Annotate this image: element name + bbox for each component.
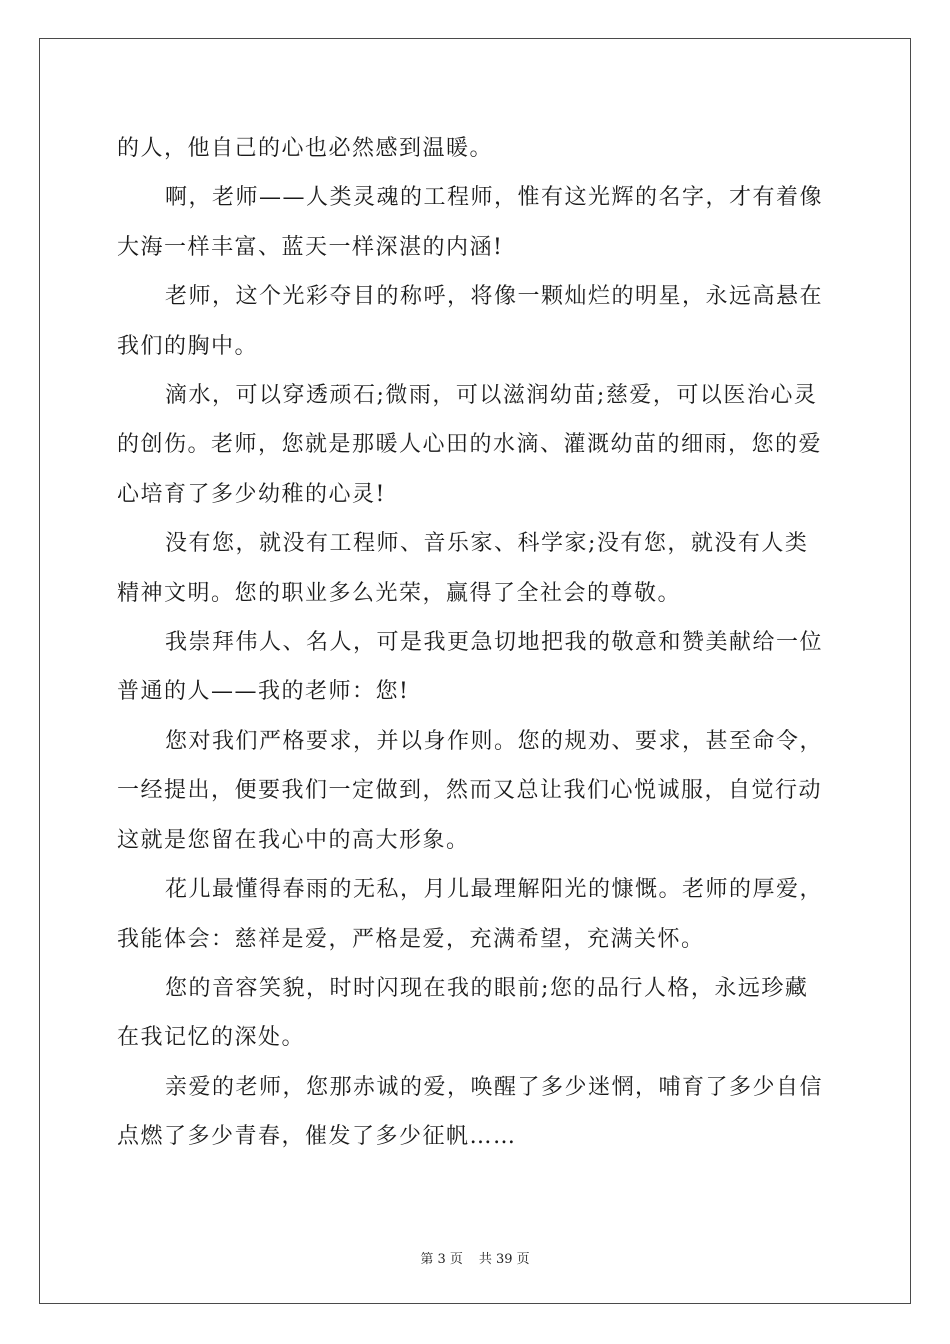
text-line: 我崇拜伟人、名人，可是我更急切地把我的敬意和赞美献给一位 xyxy=(165,630,824,656)
text-line: 滴水，可以穿透顽石;微雨，可以滋润幼苗;慈爱，可以医治心灵 xyxy=(165,383,818,409)
text-line: 老师，这个光彩夺目的称呼，将像一颗灿烂的明星，永远高悬在 xyxy=(165,284,824,310)
text-line: 一经提出，便要我们一定做到，然而又总让我们心悦诚服，自觉行动 xyxy=(117,778,823,804)
paragraph xyxy=(117,1063,835,1162)
text-line: 精神文明。您的职业多么光荣，赢得了全社会的尊敬。 xyxy=(117,580,682,606)
text-line: 在我记忆的深处。 xyxy=(117,1025,306,1051)
text-line: 大海一样丰富、蓝天一样深湛的内涵! xyxy=(117,234,504,260)
page-number: 第 3 页 xyxy=(420,1252,463,1267)
text-line: 普通的人——我的老师：您! xyxy=(117,679,410,705)
text-line: 您对我们严格要求，并以身作则。您的规劝、要求，甚至命令， xyxy=(165,728,824,754)
text-line: 心培育了多少幼稚的心灵! xyxy=(117,481,386,507)
paragraph xyxy=(117,371,835,519)
text-line: 啊，老师——人类灵魂的工程师，惟有这光辉的名字，才有着像 xyxy=(165,185,824,211)
text-line: 这就是您留在我心中的高大形象。 xyxy=(117,827,470,853)
paragraph xyxy=(117,865,835,964)
text-line: 花儿最懂得春雨的无私，月儿最理解阳光的慷慨。老师的厚爱， xyxy=(165,877,824,903)
text-line: 我们的胸中。 xyxy=(117,333,259,359)
paragraph xyxy=(117,519,835,618)
page-footer xyxy=(0,1248,950,1267)
text-line: 我能体会：慈祥是爱，严格是爱，充满希望，充满关怀。 xyxy=(117,926,705,952)
text-line: 的人，他自己的心也必然感到温暖。 xyxy=(117,136,494,161)
text-line: 您的音容笑貌，时时闪现在我的眼前;您的品行人格，永远珍藏 xyxy=(165,975,809,1001)
text-line: 点燃了多少青春，催发了多少征帆…… xyxy=(117,1124,517,1150)
paragraph xyxy=(117,717,835,865)
paragraph xyxy=(117,173,835,272)
paragraph xyxy=(117,618,835,717)
text-line: 亲爱的老师，您那赤诚的爱，唤醒了多少迷惘，哺育了多少自信 xyxy=(165,1074,824,1100)
paragraph xyxy=(117,124,835,173)
document-body xyxy=(117,124,835,1162)
paragraph xyxy=(117,272,835,371)
text-line: 没有您，就没有工程师、音乐家、科学家;没有您，就没有人类 xyxy=(165,531,809,557)
text-line: 的创伤。老师，您就是那暖人心田的水滴、灌溉幼苗的细雨，您的爱 xyxy=(117,432,823,458)
page-total: 共 39 页 xyxy=(478,1252,530,1267)
paragraph xyxy=(117,964,835,1063)
